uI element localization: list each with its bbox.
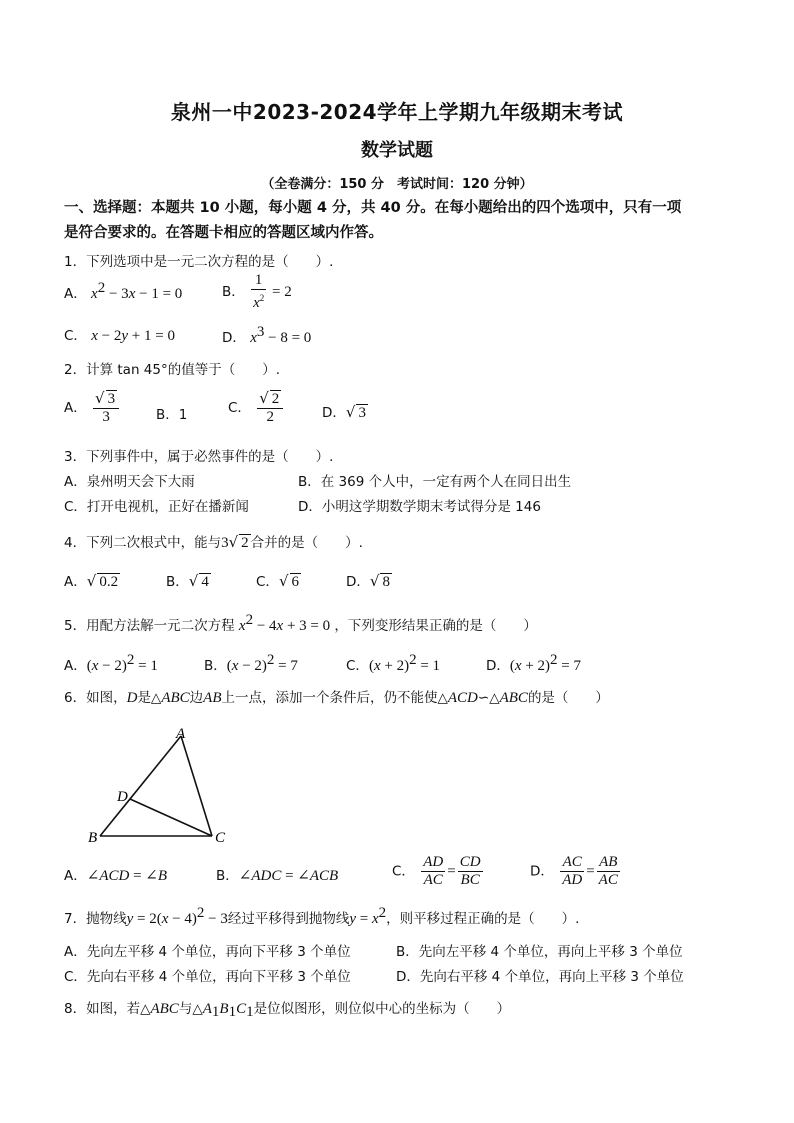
q2-stem: 2．计算 tan 45°的值等于（ ）.	[64, 362, 281, 378]
q4-stem: 4．下列二次根式中，能与3√ 2 合并的是（ ）.	[64, 533, 363, 551]
q7-stem: 7．抛物线$y = 2(x - 4)^2 - 3$经过平移得到抛物线$y = x^2$，则平移过程正确的是（ ）.	[64, 905, 580, 927]
q4-option-c: C．√ 6	[256, 572, 299, 590]
q2-option-a: A． $\frac{√ 3}{3}$	[64, 390, 121, 426]
section-line-1: 一、选择题：本题共 10 小题，每小题 4 分，共 40 分。在每小题给出的四个选项中，只有一项	[64, 200, 682, 216]
q3-stem: 3．下列事件中，属于必然事件的是（ ）.	[64, 449, 334, 465]
q4-option-b: B．√ 4	[166, 572, 209, 590]
segment-ab	[100, 736, 181, 836]
q5-option-b: B．$(x - 2)^2 = 7$	[204, 652, 298, 674]
segment-dc	[130, 799, 212, 836]
q8-stem: 8．如图，若△ABC与$\triangle A_1B_1C_1$是位似图形，则位似中心的坐标为（ ）	[64, 1001, 511, 1020]
q7-option-d: D．先向右平移 4 个单位，再向上平移 3 个单位	[396, 969, 684, 985]
q6-option-c: C． $\frac{AD}{AC}$ = $\frac{CD}{BC}$	[392, 854, 481, 888]
q5-option-c: C．$(x + 2)^2 = 1$	[346, 652, 441, 674]
triangle-figure	[88, 724, 248, 852]
q6-option-d: D． $\frac{AC}{AD}$ = $\frac{AB}{AC}$	[530, 854, 618, 888]
q6-option-b: B．∠ADC = ∠ACB	[216, 868, 339, 884]
vertex-label-a: A	[176, 726, 186, 742]
q3-option-d: D．小明这学期数学期末考试得分是 146	[298, 499, 541, 515]
q3-option-b: B．在 369 个人中，一定有两个人在同日出生	[298, 474, 572, 490]
q7-option-a: A．先向左平移 4 个单位，再向下平移 3 个单位	[64, 944, 351, 960]
vertex-label-c: C	[215, 830, 226, 846]
q1-option-b: B． $\frac{1}{x^2}$ = 2	[222, 272, 292, 311]
q1-option-c: C． x − 2y + 1 = 0	[64, 328, 175, 344]
q7-option-b: B．先向左平移 4 个单位，再向上平移 3 个单位	[396, 944, 683, 960]
q7-option-c: C．先向右平移 4 个单位，再向下平移 3 个单位	[64, 969, 351, 985]
q6-option-a: A．∠ACD = ∠B	[64, 868, 168, 884]
q5-option-a: A．$(x - 2)^2 = 1$	[64, 652, 158, 674]
q4-option-d: D．√ 8	[346, 572, 390, 590]
q1-stem: 1．下列选项中是一元二次方程的是（ ）.	[64, 254, 334, 270]
exam-info: （全卷满分：150 分 考试时间：120 分钟）	[261, 177, 533, 192]
q6-stem: 6．如图，D是△ABC边AB上一点，添加一个条件后，仍不能使△ACD∽△ABC的是（ ）	[64, 690, 609, 706]
q1-option-d: D． $x^3 - 8 = 0$	[222, 324, 312, 346]
q4-option-a: A．√ 0.2	[64, 572, 119, 590]
section-line-2: 是符合要求的。在答题卡相应的答题区域内作答。	[64, 225, 383, 241]
q2-option-b: B．1	[156, 407, 188, 423]
segment-ac	[181, 736, 212, 836]
q3-option-c: C．打开电视机，正好在播新闻	[64, 499, 249, 515]
section-heading	[64, 196, 734, 246]
vertex-label-d: D	[117, 789, 128, 805]
q5-option-d: D．$(x + 2)^2 = 7$	[486, 652, 582, 674]
q3-option-a: A．泉州明天会下大雨	[64, 474, 195, 490]
q5-stem: 5．用配方法解一元二次方程 $x^2 - 4x + 3 = 0$ ，下列变形结果正确的是（ ）	[64, 612, 537, 634]
exam-title: 泉州一中2023-2024学年上学期九年级期末考试	[170, 100, 624, 124]
exam-subtitle: 数学试题	[361, 140, 433, 161]
vertex-label-b: B	[88, 830, 98, 846]
q1-option-a: A． $x^2 - 3x - 1 = 0$	[64, 280, 183, 302]
q2-option-d: D．√ 3	[322, 403, 366, 421]
q2-option-c: C． $\frac{√ 2}{2}$	[228, 390, 285, 426]
